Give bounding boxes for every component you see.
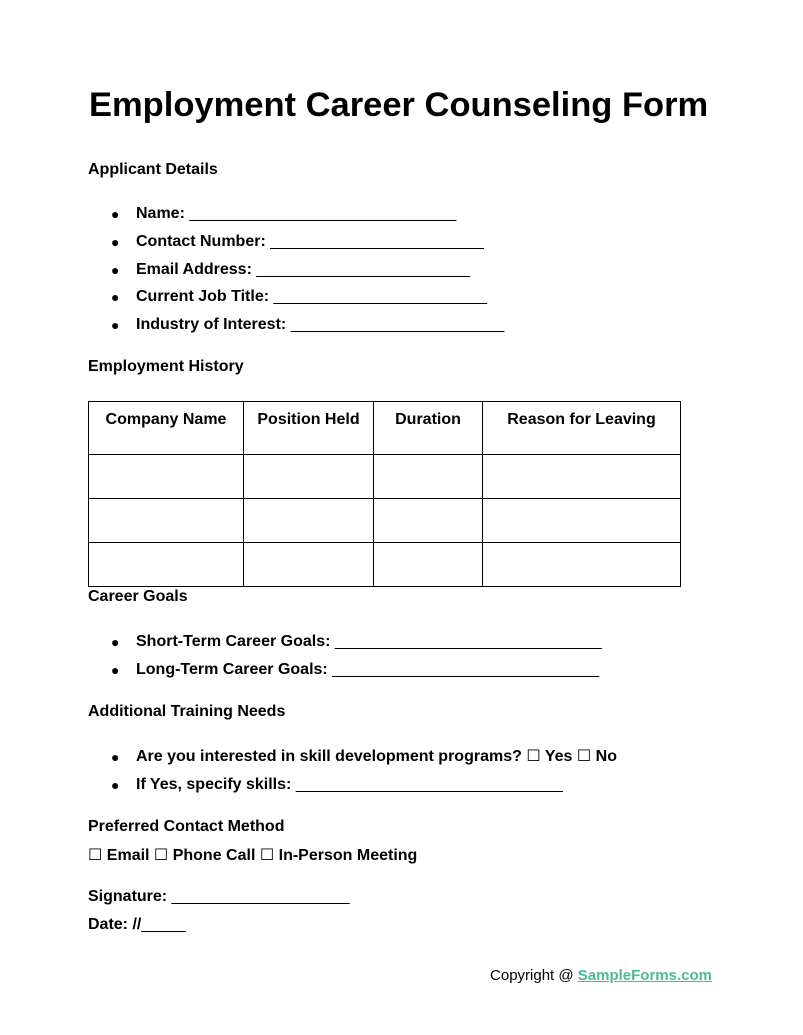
column-header: Position Held [244,402,374,455]
list-item [88,748,617,776]
field-label: Industry of Interest: [136,316,287,334]
copyright-footer [490,967,712,984]
field-label: Name: [136,205,185,222]
list-item [88,661,602,689]
bullet-icon: ● [111,317,120,334]
bullet-icon: ● [111,206,120,222]
bullet-icon: ● [111,233,120,250]
field-label: Short-Term Career Goals: [136,633,331,650]
specify-skills-field[interactable]: ______________________________ [295,775,563,793]
list-item [88,233,504,261]
table-row [89,543,681,587]
employment-history-table [88,401,681,587]
table-row [89,499,681,543]
table-row [89,455,681,499]
contact-number-field[interactable]: ________________________ [270,232,484,250]
table-cell[interactable] [483,499,681,543]
name-field[interactable]: ______________________________ [189,205,457,222]
bullet-icon: ● [111,261,120,278]
field-label: Contact Number: [136,232,266,250]
date-label: Date: // [88,916,142,933]
field-label: Email Address: [136,260,252,278]
applicant-details-heading: Applicant Details [88,161,218,178]
career-goals-heading: Career Goals [88,588,188,605]
column-header: Company Name [89,402,244,455]
table-cell[interactable] [244,499,374,543]
industry-of-interest-field[interactable]: ________________________ [290,316,505,334]
date-line [88,916,186,934]
training-needs-heading: Additional Training Needs [88,703,286,720]
table-cell[interactable] [89,455,244,499]
column-header: Reason for Leaving [483,402,681,455]
employment-history-heading: Employment History [88,358,244,375]
table-cell[interactable] [89,499,244,543]
list-item [88,633,602,661]
field-label: If Yes, specify skills: [136,775,292,793]
career-goals-list [88,633,602,689]
applicant-details-list [88,205,504,344]
contact-method-heading: Preferred Contact Method [88,818,285,835]
signature-label: Signature: [88,888,168,905]
date-field[interactable]: _____ [141,916,186,933]
table-cell[interactable] [374,455,483,499]
table-cell[interactable] [483,455,681,499]
signature-line [88,888,350,906]
short-term-goals-field[interactable]: ______________________________ [334,633,602,650]
page-title: Employment Career Counseling Form [89,86,709,124]
training-needs-list [88,748,617,804]
copyright-prefix: Copyright @ [490,967,578,984]
table-cell[interactable] [89,543,244,587]
table-cell[interactable] [244,455,374,499]
table-cell[interactable] [374,543,483,587]
list-item [88,205,504,233]
bullet-icon: ● [111,749,120,765]
table-cell[interactable] [244,543,374,587]
field-label: Long-Term Career Goals: [136,660,328,678]
bullet-icon: ● [111,661,120,678]
list-item [88,261,504,289]
bullet-icon: ● [111,776,120,793]
bullet-icon: ● [111,634,120,650]
table-cell[interactable] [374,499,483,543]
sampleforms-link[interactable]: SampleForms.com [577,967,712,984]
table-header-row [89,402,681,455]
contact-method-options[interactable]: ☐ Email ☐ Phone Call ☐ In-Person Meeting [88,847,418,864]
email-address-field[interactable]: ________________________ [256,260,470,278]
signature-field[interactable]: ____________________ [171,888,350,905]
skill-development-question[interactable]: Are you interested in skill development programs? ☐ Yes ☐ No [136,748,617,765]
long-term-goals-field[interactable]: ______________________________ [332,660,600,678]
column-header: Duration [374,402,483,455]
list-item [88,776,617,804]
bullet-icon: ● [111,289,120,306]
list-item [88,288,504,316]
table-cell[interactable] [483,543,681,587]
list-item [88,316,504,344]
current-job-title-field[interactable]: ________________________ [273,288,488,306]
field-label: Current Job Title: [136,288,270,306]
